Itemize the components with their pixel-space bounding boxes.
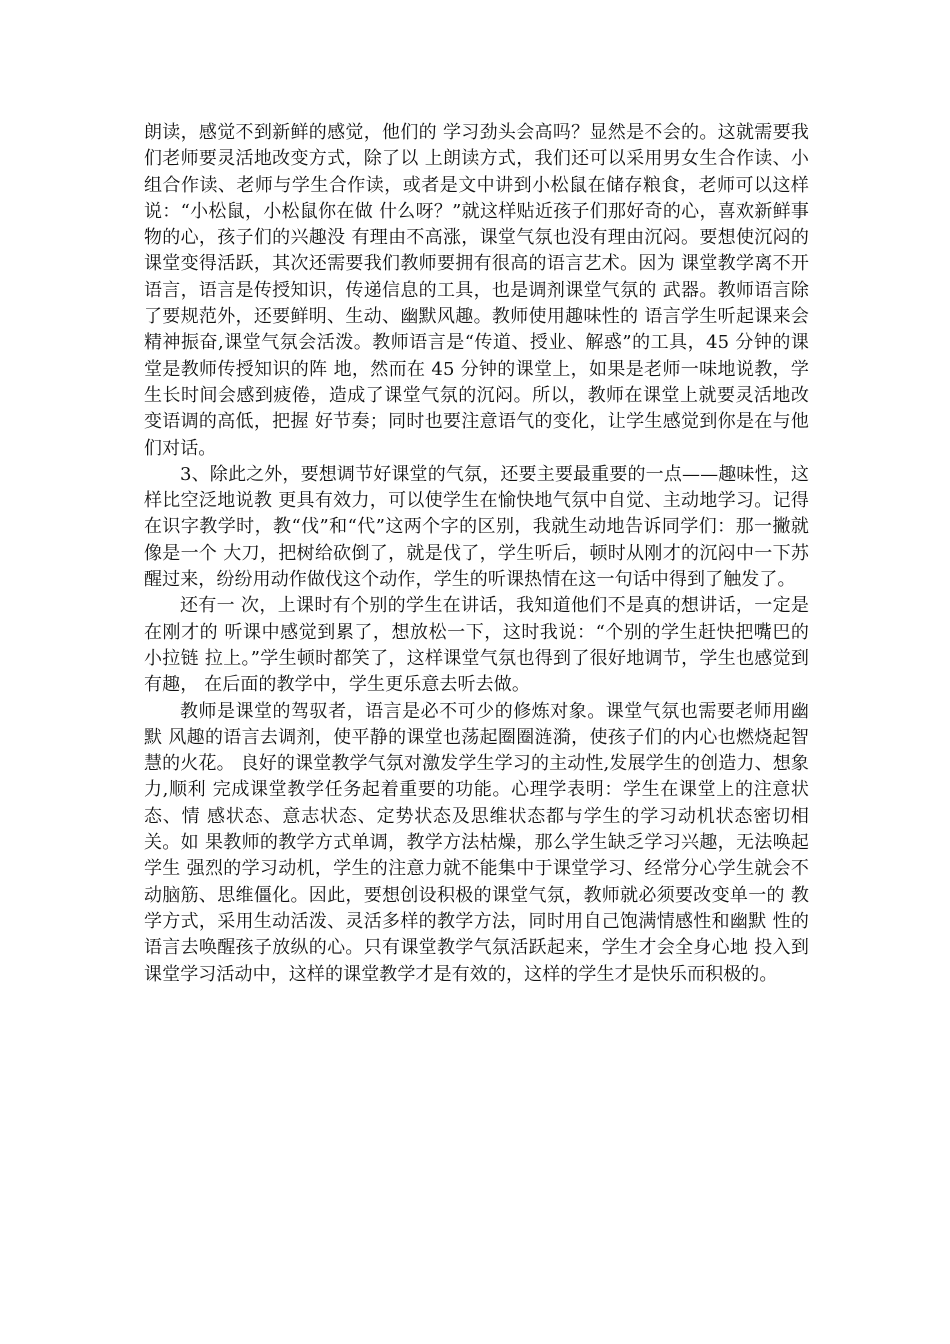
paragraph-zipper-example: 还有一 次，上课时有个别的学生在讲话，我知道他们不是真的想讲话，一定是在刚才的 听课中感觉到累了，想放松一下，这时我说：“个别的学生赶快把嘴巴的小拉链 拉上。”学生顿时都笑了，这样课堂气氛也得到了很好地调节，学生也感觉到有趣， 在后面的教学中，学生更乐意去听去做。 [144, 595, 809, 696]
paragraph-teacher-language: 教师是课堂的驾驭者，语言是必不可少的修炼对象。课堂气氛也需要老师用幽默 风趣的语言去调剂，使平静的课堂也荡起圈圈涟漪，使孩子们的内心也燃烧起智 慧的火花。 良好的课堂教学气氛对激发学生学习的主动性,发展学生的创造力、想象力,顺利 完成课堂教学任务起着重要的功能。心理学表明：学生在课堂上的注意状态、情 感状态、意志状态、定势状态及思维状态都与学生的学习动机状态密切相关。如 果教师的教学方式单调，教学方法枯燥，那么学生缺乏学习兴趣，无法唤起学生 强烈的学习动机，学生的注意力就不能集中于课堂学习、经常分心学生就会不 动脑筋、思维僵化。因此，要想创设积极的课堂气氛，教师就必须要改变单一的 教学方式，采用生动活泼、灵活多样的教学方法，同时用自己饱满情感性和幽默 性的语言去唤醒孩子放纵的心。只有课堂教学气氛活跃起来，学生才会全身心地 投入到课堂学习活动中，这样的课堂教学才是有效的，这样的学生才是快乐而积极的。 [144, 700, 809, 985]
document-body [144, 120, 809, 988]
paragraph-interest: 3、除此之外，要想调节好课堂的气氛，还要主要最重要的一点——趣味性，这样比空泛地说教 更具有效力，可以使学生在愉快地气氛中自觉、主动地学习。记得在识字教学时，教“伐”和“代”这两个字的区别，我就生动地告诉同学们：那一撇就像是一个 大刀，把树给砍倒了，就是伐了，学生听后，顿时从刚才的沉闷中一下苏醒过来，纷纷用动作做伐这个动作，学生的听课热情在这一句话中得到了触发了。 [144, 463, 809, 591]
paragraph-reading-methods: 朗读，感觉不到新鲜的感觉，他们的 学习劲头会高吗？显然是不会的。这就需要我们老师要灵活地改变方式，除了以 上朗读方式，我们还可以采用男女生合作读、小组合作读、老师与学生合作读，或者是文中讲到小松鼠在储存粮食，老师可以这样说：“小松鼠，小松鼠你在做 什么呀？”就这样贴近孩子们那好奇的心，喜欢新鲜事物的心，孩子们的兴趣没 有理由不高涨，课堂气氛也没有理由沉闷。要想使沉闷的课堂变得活跃，其次还需要我们教师要拥有很高的语言艺术。因为 课堂教学离不开语言，语言是传授知识，传递信息的工具，也是调剂课堂气氛的 武器。教师语言除了要规范外，还要鲜明、生动、幽默风趣。教师使用趣味性的 语言学生听起课来会精神振奋,课堂气氛会活泼。教师语言是“传道、授业、解惑”的工具，45 分钟的课堂是教师传授知识的阵 地，然而在 45 分钟的课堂上，如果是老师一味地说教，学生长时间会感到疲倦，造成了课堂气氛的沉闷。所以，教师在课堂上就要灵活地改变语调的高低，把握 好节奏；同时也要注意语气的变化，让学生感觉到你是在与他们对话。 [144, 122, 809, 459]
